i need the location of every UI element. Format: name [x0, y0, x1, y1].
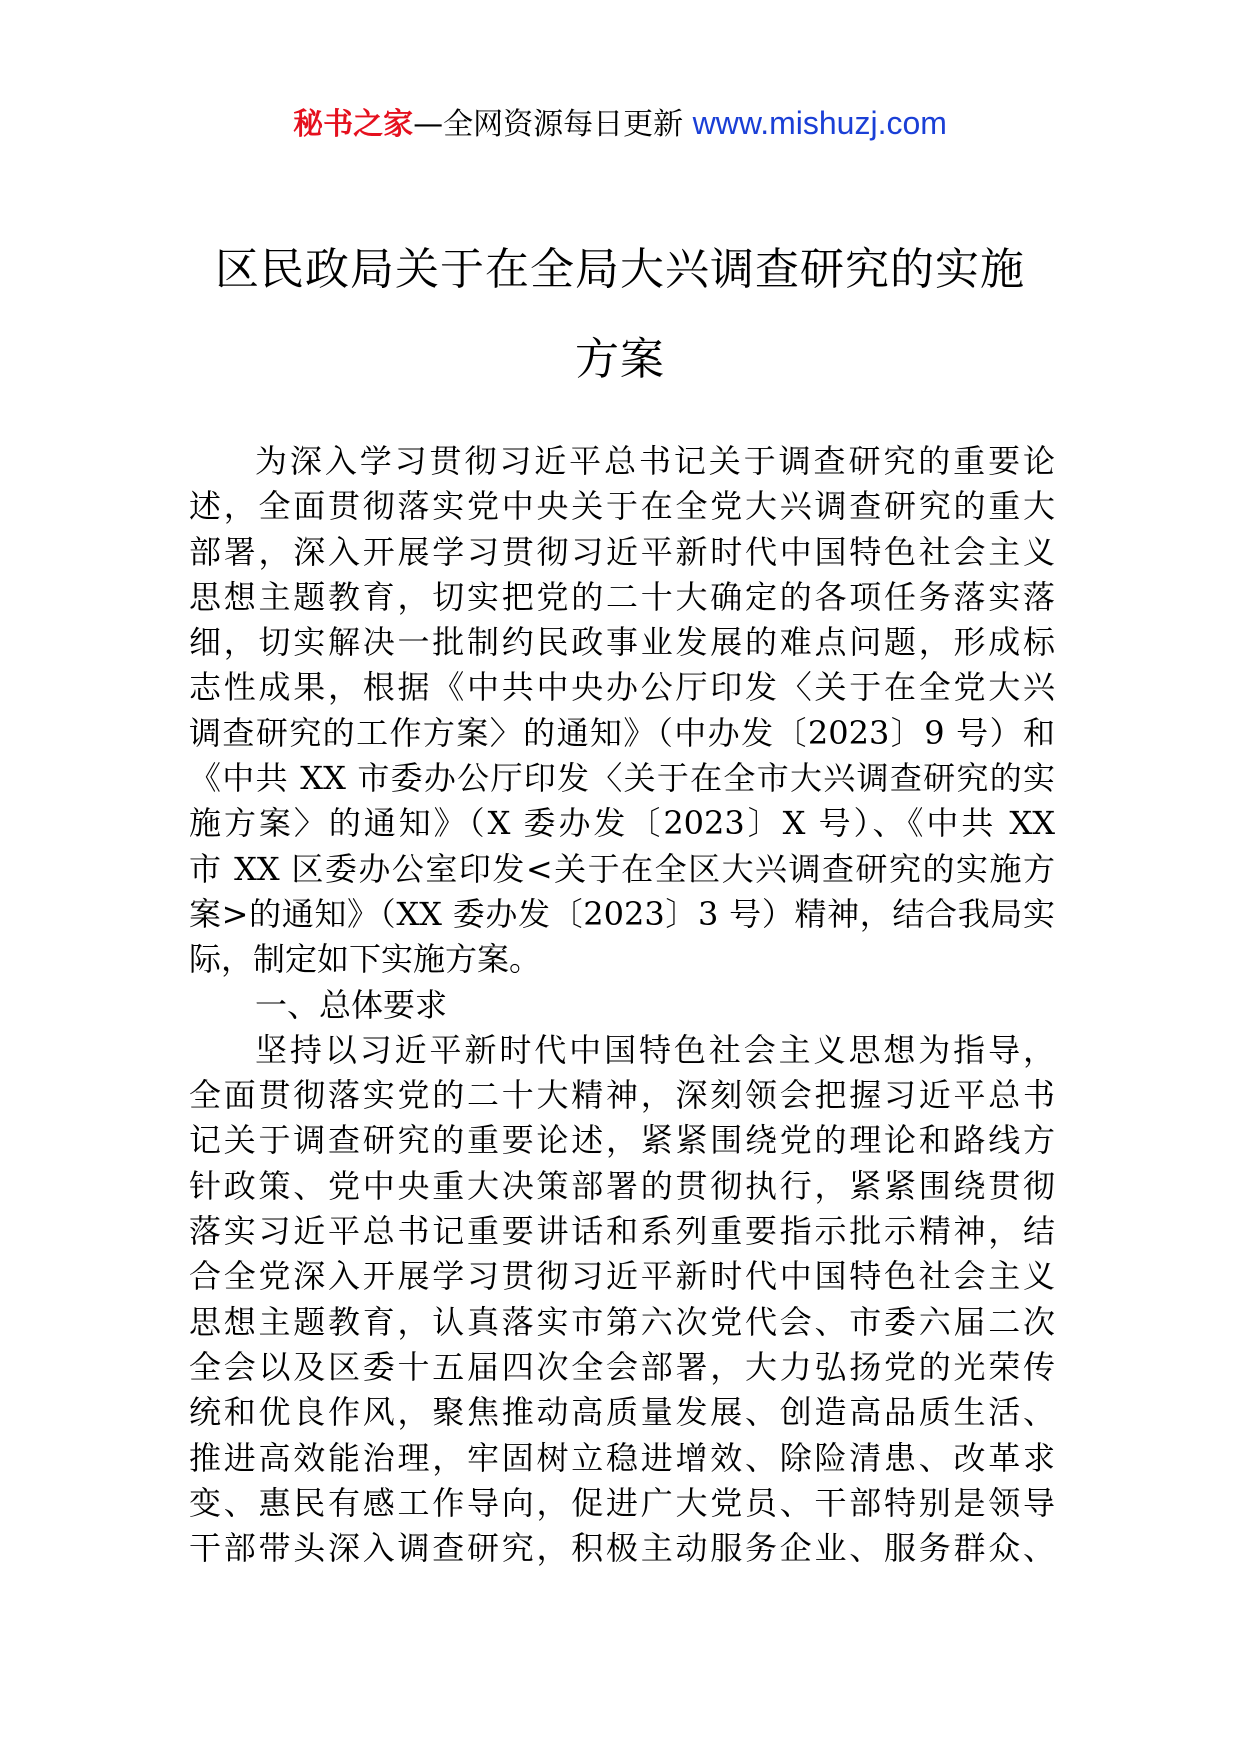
body-line: 全面贯彻落实党的二十大精神，深刻领会把握习近平总书 — [189, 1076, 1055, 1115]
body-line: 推进高效能治理，牢固树立稳进增效、除险清患、改革求 — [189, 1438, 1055, 1477]
document-body — [189, 439, 1055, 1571]
title-line-1: 区民政局关于在全局大兴调查研究的实施 — [215, 244, 1025, 295]
body-line: 细，切实解决一批制约民政事业发展的难点问题，形成标 — [189, 623, 1055, 662]
body-line: 为深入学习贯彻习近平总书记关于调查研究的重要论 — [255, 442, 1055, 480]
section-heading: 一、总体要求 — [255, 985, 448, 1024]
body-line: 落实习近平总书记重要讲话和系列重要指示批示精神，结 — [189, 1212, 1055, 1251]
body-line: 志性成果，根据《中共中央办公厅印发〈关于在全党大兴 — [189, 668, 1055, 707]
body-line: 际，制定如下实施方案。 — [189, 940, 542, 979]
header-slogan: —全网资源每日更新 — [413, 107, 693, 142]
body-line: 《中共 XX 市委办公厅印发〈关于在全市大兴调查研究的实 — [189, 759, 1055, 798]
document-title — [150, 225, 1090, 405]
title-line-2: 方案 — [575, 334, 665, 385]
page-header — [0, 103, 1240, 145]
body-line: 施方案〉的通知》（X 委办发〔2023〕X 号）、《中共 XX — [189, 804, 1055, 843]
body-line: 案>的通知》（XX 委办发〔2023〕3 号）精神，结合我局实 — [189, 894, 1055, 933]
header-brand: 秘书之家 — [293, 107, 414, 142]
body-line: 变、惠民有感工作导向，促进广大党员、干部特别是领导 — [189, 1483, 1055, 1522]
body-line: 记关于调查研究的重要论述，紧紧围绕党的理论和路线方 — [189, 1121, 1055, 1160]
body-line: 部署，深入开展学习贯彻习近平新时代中国特色社会主义 — [189, 532, 1055, 571]
body-line: 干部带头深入调查研究，积极主动服务企业、服务群众、 — [189, 1529, 1055, 1568]
header-site-link[interactable]: www.mishuzj.com — [692, 105, 947, 141]
body-line: 针政策、党中央重大决策部署的贯彻执行，紧紧围绕贯彻 — [189, 1166, 1055, 1205]
body-line: 统和优良作风，聚焦推动高质量发展、创造高品质生活、 — [189, 1393, 1055, 1432]
body-line: 全会以及区委十五届四次全会部署，大力弘扬党的光荣传 — [189, 1347, 1055, 1386]
body-line: 调查研究的工作方案〉的通知》（中办发〔2023〕9 号）和 — [189, 713, 1055, 752]
body-line: 市 XX 区委办公室印发<关于在全区大兴调查研究的实施方 — [189, 849, 1055, 888]
body-line: 思想主题教育，切实把党的二十大确定的各项任务落实落 — [189, 577, 1055, 616]
body-line: 坚持以习近平新时代中国特色社会主义思想为指导， — [255, 1030, 1055, 1069]
body-line: 述，全面贯彻落实党中央关于在全党大兴调查研究的重大 — [189, 487, 1055, 526]
body-line: 思想主题教育，认真落实市第六次党代会、市委六届二次 — [189, 1302, 1055, 1341]
body-line: 合全党深入开展学习贯彻习近平新时代中国特色社会主义 — [189, 1257, 1055, 1296]
